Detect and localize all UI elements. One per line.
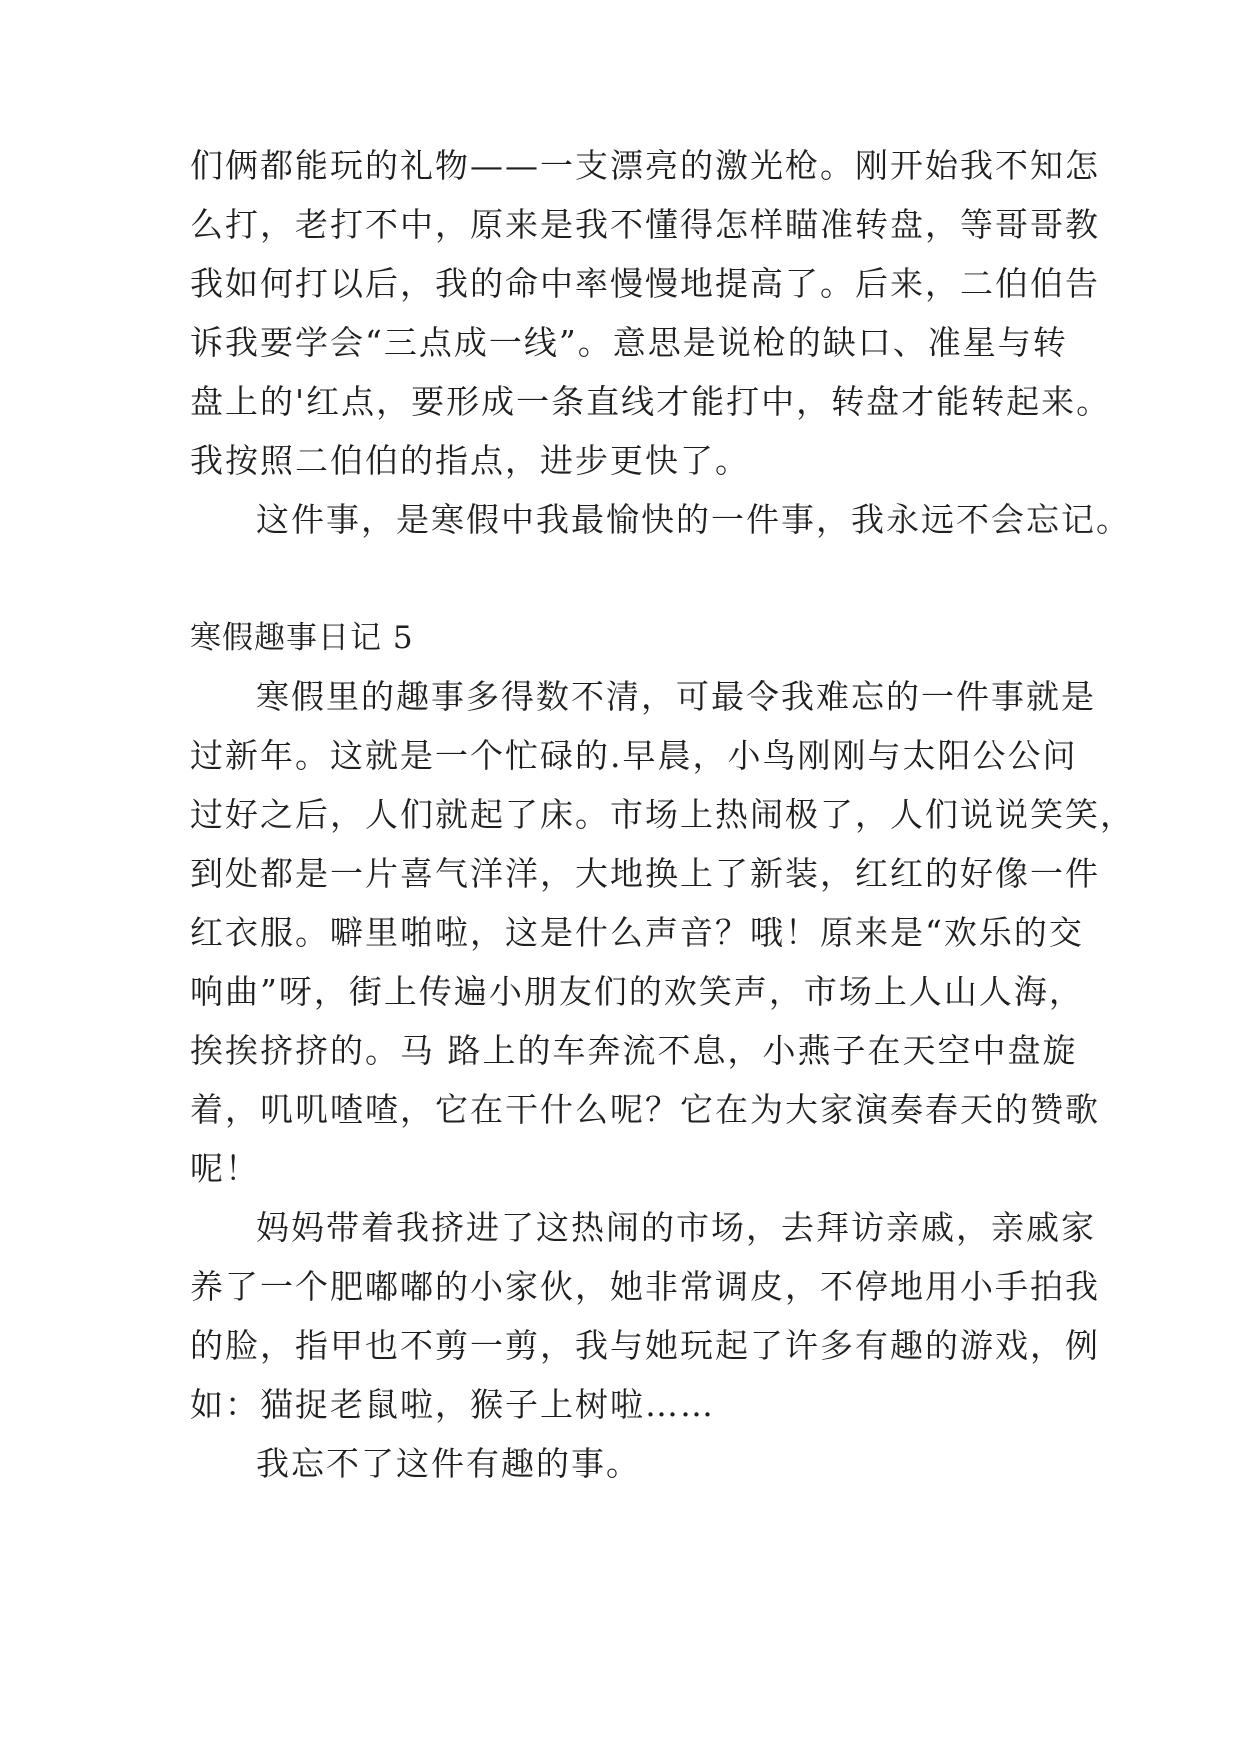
text-line: 妈妈带着我挤进了这热闹的市场，去拜访亲戚，亲戚家: [256, 1208, 1096, 1247]
text-line: 诉我要学会“三点成一线”。意思是说枪的缺口、准星与转: [190, 323, 1068, 362]
text-line: 盘上的'红点，要形成一条直线才能打中，转盘才能转起来。: [190, 382, 1112, 421]
text-line: 过新年。这就是一个忙碌的.早晨，小鸟刚刚与太阳公公问: [190, 736, 1078, 775]
text-line: 养了一个肥嘟嘟的小家伙，她非常调皮，不停地用小手拍我: [190, 1267, 1100, 1306]
text-line: 响曲”呀，街上传遍小朋友们的欢笑声，市场上人山人海，: [190, 972, 1084, 1011]
text-line: 到处都是一片喜气洋洋，大地换上了新装，红红的好像一件: [190, 854, 1100, 893]
closing-line: 这件事，是寒假中我最愉快的一件事，我永远不会忘记。: [256, 500, 1131, 539]
text-line: 着，叽叽喳喳，它在干什么呢？它在为大家演奏春天的赞歌: [190, 1090, 1100, 1129]
text-line: 们俩都能玩的礼物——一支漂亮的激光枪。刚开始我不知怎: [190, 146, 1100, 185]
section-title: 寒假趣事日记 5: [190, 620, 414, 656]
text-line: 我按照二伯伯的指点，进步更快了。: [190, 441, 750, 480]
text-line: 寒假里的趣事多得数不清，可最令我难忘的一件事就是: [256, 677, 1096, 716]
text-line: 我如何打以后，我的命中率慢慢地提高了。后来，二伯伯告: [190, 264, 1100, 303]
closing-line: 我忘不了这件有趣的事。: [256, 1444, 641, 1483]
text-line: 么打，老打不中，原来是我不懂得怎样瞄准转盘，等哥哥教: [190, 205, 1100, 244]
text-line: 的脸，指甲也不剪一剪，我与她玩起了许多有趣的游戏，例: [190, 1326, 1100, 1365]
text-line: 呢！: [190, 1149, 260, 1188]
text-line: 挨挨挤挤的。马 路上的车奔流不息，小燕子在天空中盘旋: [190, 1031, 1078, 1070]
text-line: 红衣服。噼里啪啦，这是什么声音？哦！原来是“欢乐的交: [190, 913, 1084, 952]
text-line: 如：猫捉老鼠啦，猴子上树啦……: [190, 1385, 715, 1424]
text-line: 过好之后，人们就起了床。市场上热闹极了，人们说说笑笑，: [190, 795, 1135, 834]
